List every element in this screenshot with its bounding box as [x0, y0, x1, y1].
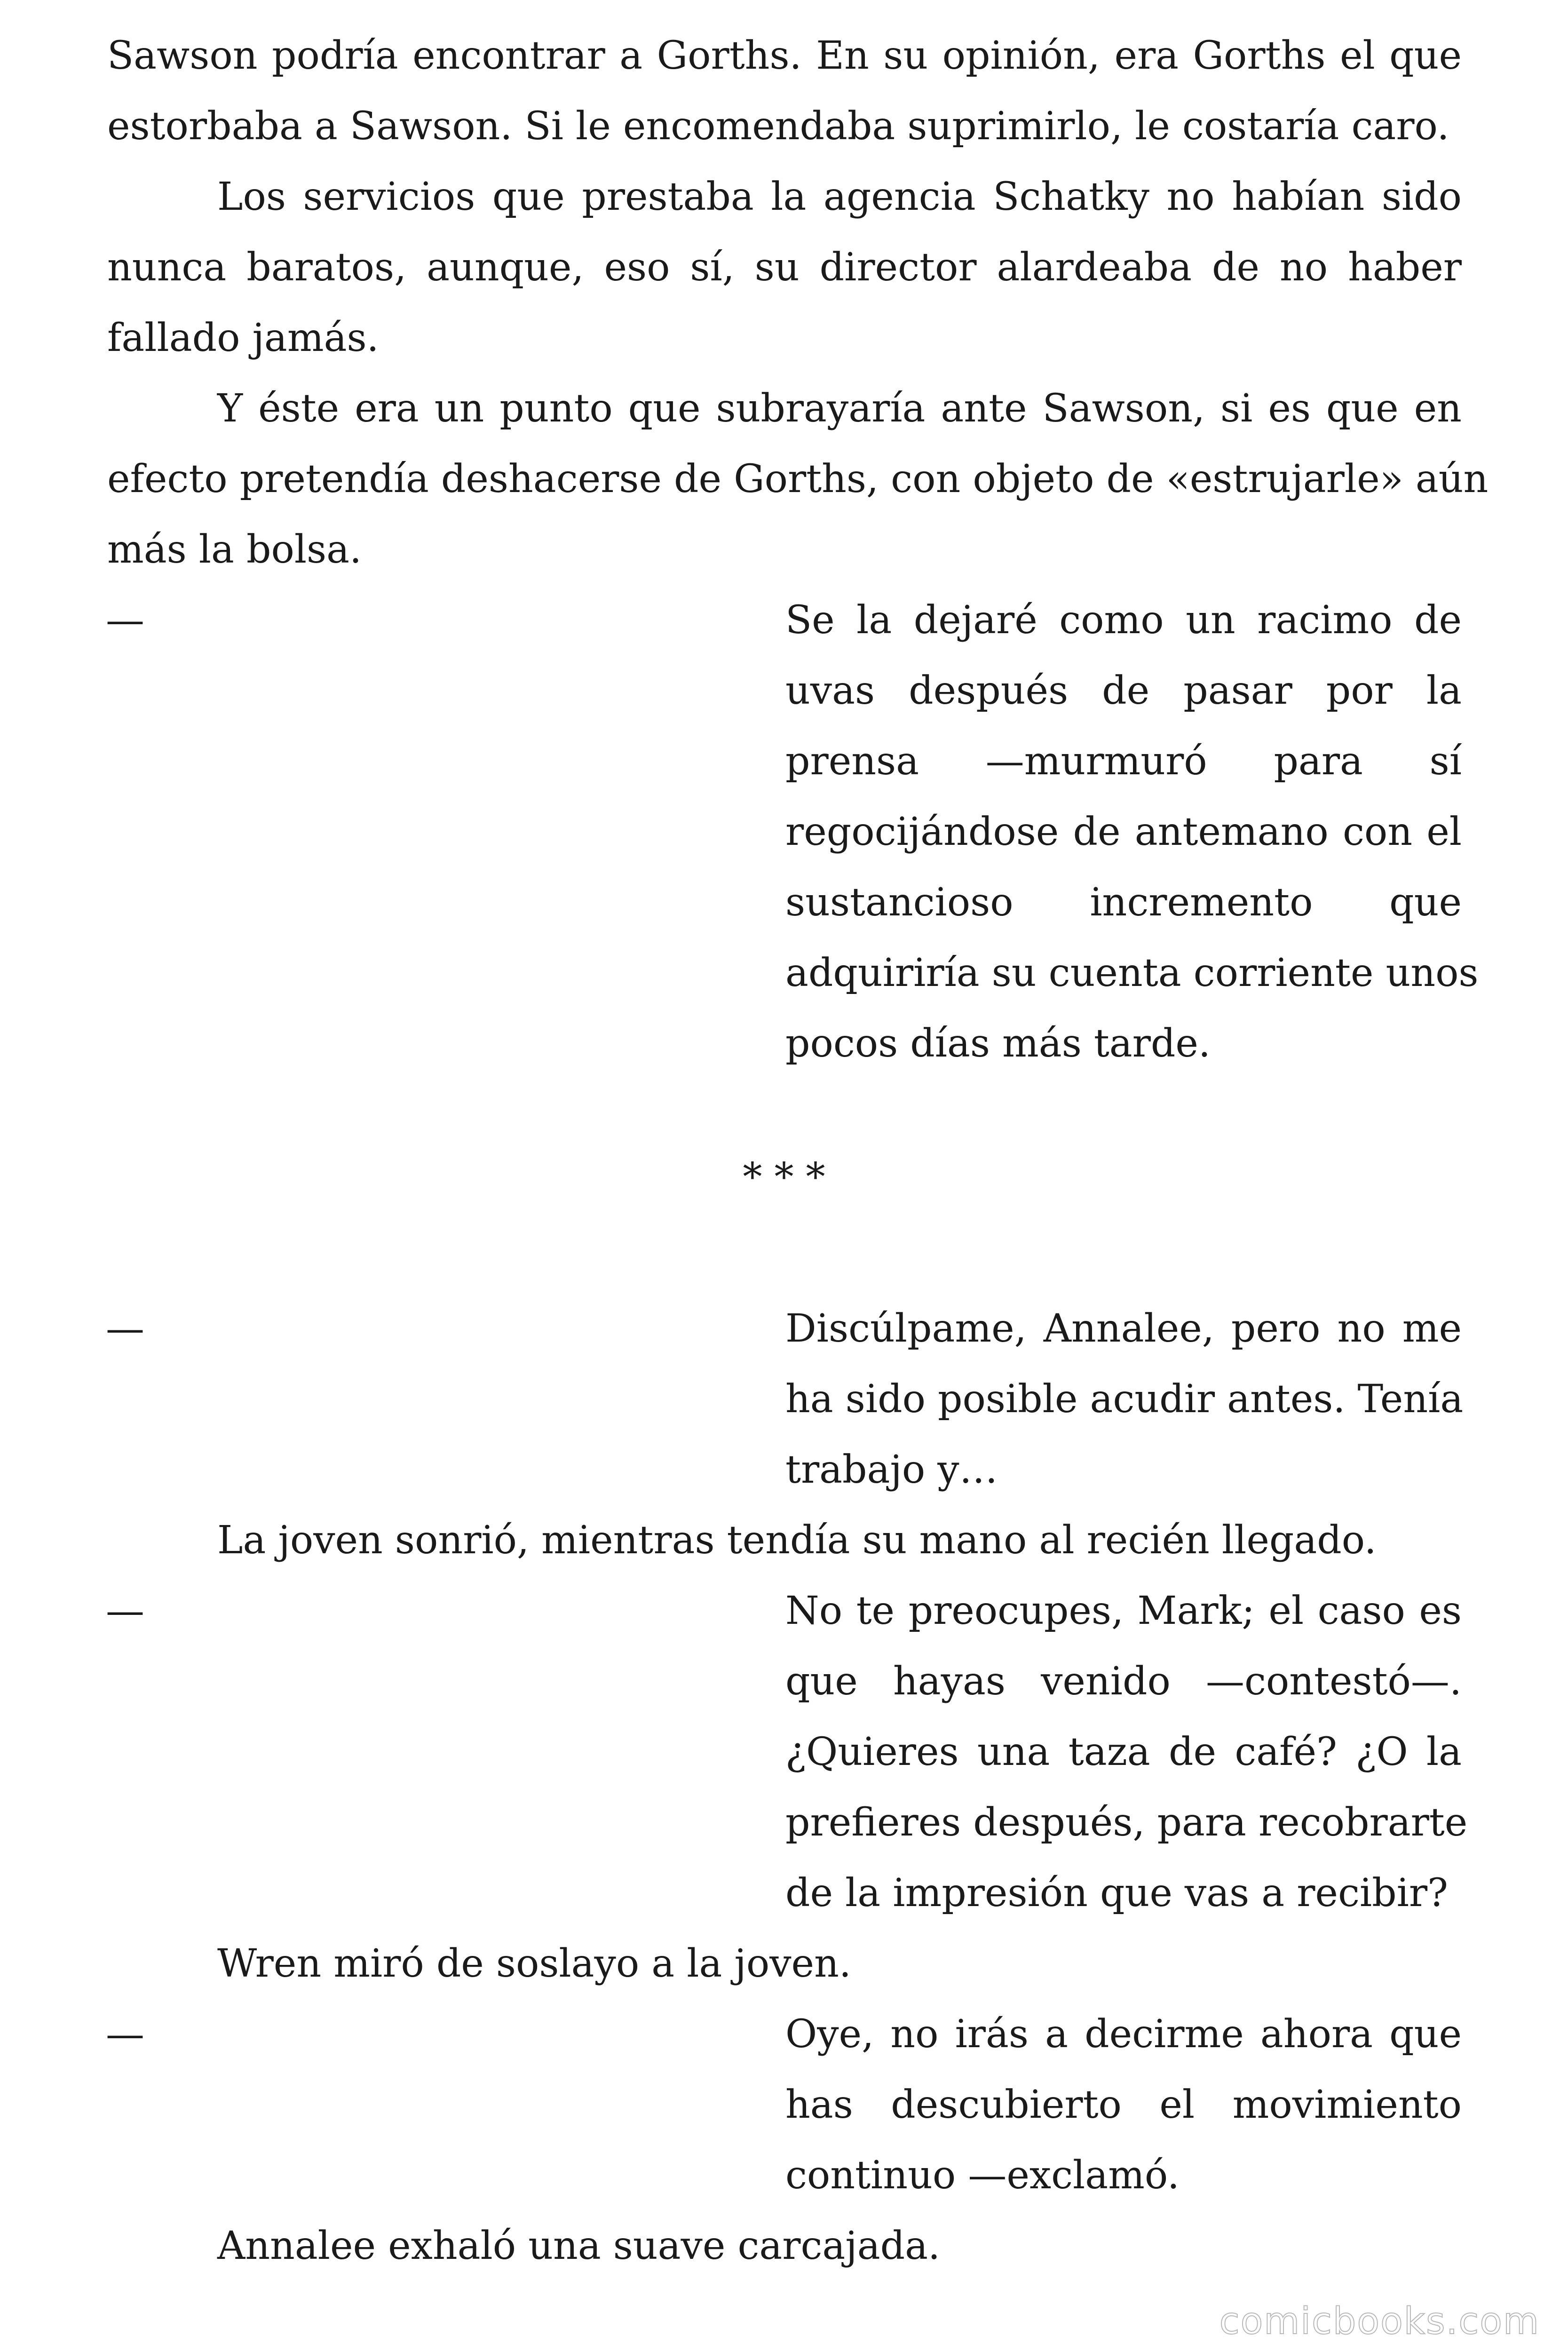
- text-line: Los servicios que prestaba la agencia Schatky no habían sido: [217, 175, 1462, 219]
- dialogue-dash: —: [106, 1306, 144, 1351]
- dialogue-line: prefieres después, para recobrarte: [785, 1800, 1468, 1845]
- dialogue-dash: —: [106, 1589, 144, 1633]
- text-line: Sawson podría encontrar a Gorths. En su opinión, era Gorths el que: [107, 33, 1462, 78]
- dialogue-line: pocos días más tarde.: [785, 1021, 1211, 1066]
- dialogue-line: Oye, no irás a decirme ahora que: [785, 2012, 1462, 2057]
- dialogue-line: ha sido posible acudir antes. Tenía: [785, 1377, 1464, 1422]
- dialogue-line: continuo —exclamó.: [785, 2153, 1180, 2198]
- dialogue-line: que hayas venido —contestó—.: [785, 1659, 1462, 1704]
- text-line: más la bolsa.: [107, 527, 362, 572]
- text-line: estorbaba a Sawson. Si le encomendaba suprimirlo, le costaría caro.: [107, 104, 1449, 149]
- section-separator: * * *: [743, 1155, 825, 1200]
- dialogue-line: Discúlpame, Annalee, pero no me: [785, 1306, 1462, 1351]
- narration-line: Wren miró de soslayo a la joven.: [217, 1941, 851, 1986]
- dialogue-line: Se la dejaré como un racimo de: [785, 598, 1462, 643]
- dialogue-line: uvas después de pasar por la: [785, 668, 1462, 713]
- text-line: fallado jamás.: [107, 316, 379, 360]
- dialogue-line: ¿Quieres una taza de café? ¿O la: [785, 1730, 1462, 1774]
- narration-line: La joven sonrió, mientras tendía su mano al recién llegado.: [217, 1518, 1377, 1563]
- dialogue-line: has descubierto el movimiento: [785, 2082, 1462, 2127]
- narration-line: Annalee exhaló una suave carcajada.: [217, 2224, 941, 2268]
- dialogue-dash: —: [106, 598, 144, 643]
- dialogue-line: adquiriría su cuenta corriente unos: [785, 951, 1479, 995]
- dialogue-dash: —: [106, 2012, 144, 2057]
- text-line: nunca baratos, aunque, eso sí, su director alardeaba de no haber: [107, 245, 1462, 290]
- text-line: Y éste era un punto que subrayaría ante Sawson, si es que en: [217, 386, 1462, 431]
- dialogue-line: prensa —murmuró para sí: [785, 739, 1462, 784]
- dialogue-line: de la impresión que vas a recibir?: [785, 1871, 1448, 1915]
- text-line: efecto pretendía deshacerse de Gorths, con objeto de «estrujarle» aún: [107, 457, 1489, 501]
- dialogue-line: regocijándose de antemano con el: [785, 810, 1462, 854]
- watermark: comicbooks.com: [1219, 2300, 1540, 2343]
- dialogue-line: trabajo y…: [785, 1447, 998, 1492]
- dialogue-line: sustancioso incremento que: [785, 880, 1462, 925]
- dialogue-line: No te preocupes, Mark; el caso es: [785, 1589, 1462, 1633]
